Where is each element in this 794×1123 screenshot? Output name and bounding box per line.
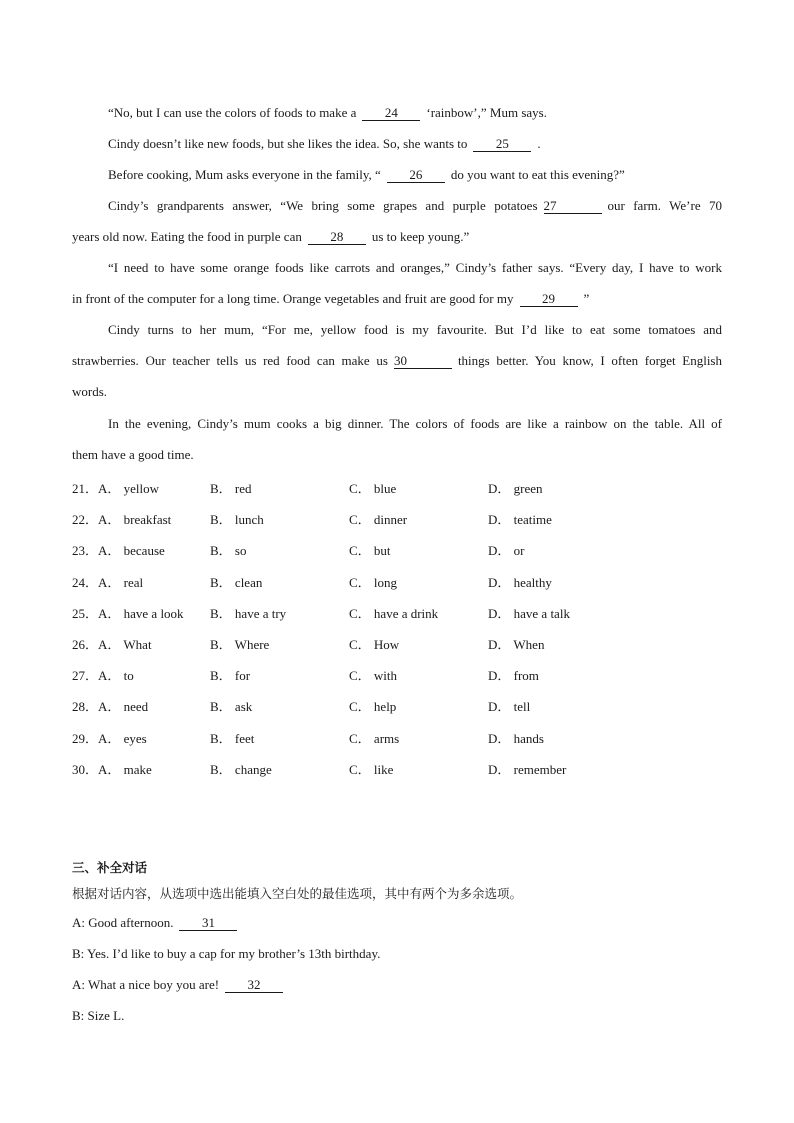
passage-text: us to keep young.” — [371, 229, 470, 244]
option-a[interactable]: 27．A． to — [72, 668, 134, 684]
option-c[interactable]: C． but — [349, 543, 391, 559]
option-a[interactable]: 23．A． because — [72, 543, 165, 559]
section-instruction: 根据对话内容，从选项中选出能填入空白处的最佳选项，其中有两个为多余选项。 — [72, 886, 523, 901]
option-a[interactable]: 28．A． need — [72, 699, 149, 715]
passage-text: Cindy turns to her mum, “For me, yellow food is my favourite. But I’d like to eat some tomatoes and — [108, 322, 722, 337]
option-c[interactable]: C． have a drink — [349, 605, 439, 621]
option-a[interactable]: 25．A． have a look — [72, 605, 184, 621]
dialogue-text: B: Size L. — [72, 1008, 125, 1023]
option-b[interactable]: B． for — [210, 668, 251, 684]
passage-text: “No, but I can use the colors of foods to make a — [108, 105, 357, 120]
option-b[interactable]: B． so — [210, 543, 247, 559]
passage-paragraph-3 — [72, 159, 722, 190]
option-d[interactable]: D． from — [488, 668, 539, 684]
option-d[interactable]: D． remember — [488, 761, 567, 777]
section-title: 三、补全对话 — [72, 860, 148, 875]
passage-text: strawberries. Our teacher tells us red food can make us — [72, 353, 388, 368]
option-d[interactable]: D． or — [488, 543, 525, 559]
dialogue-text: A: Good afternoon. — [72, 915, 174, 930]
blank-26[interactable]: 26 — [387, 167, 445, 183]
passage-paragraph-7 — [72, 408, 722, 470]
dialogue-text: A: What a nice boy you are! — [72, 977, 220, 992]
option-d[interactable]: D． green — [488, 481, 543, 496]
passage-text: In the evening, Cindy’s mum cooks a big dinner. The colors of foods are like a rainbow on the table. All of — [108, 416, 722, 431]
passage-paragraph-5 — [72, 252, 722, 314]
option-b[interactable]: B． have a try — [210, 605, 287, 621]
option-a[interactable]: 29．A． eyes — [72, 730, 147, 746]
passage-text: in front of the computer for a long time. Orange vegetables and fruit are good for my — [72, 291, 514, 306]
blank-32[interactable]: 32 — [225, 977, 283, 993]
passage-paragraph-6 — [72, 314, 722, 407]
passage-text: Cindy doesn’t like new foods, but she likes the idea. So, she wants to — [108, 136, 468, 151]
passage-text: ‘rainbow’,” Mum says. — [426, 105, 547, 120]
passage-text: . — [537, 136, 541, 151]
blank-28[interactable]: 28 — [308, 229, 366, 245]
option-c[interactable]: C． blue — [349, 481, 397, 496]
passage-text: Cindy’s grandparents answer, “We bring some grapes and purple potatoes — [108, 198, 538, 213]
passage-text: do you want to eat this evening?” — [450, 167, 625, 182]
blank-25[interactable]: 25 — [473, 136, 531, 152]
option-b[interactable]: B． Where — [210, 636, 270, 652]
blank-27[interactable]: 27 — [544, 198, 602, 214]
option-a[interactable]: 30．A． make — [72, 761, 152, 777]
option-b[interactable]: B． change — [210, 761, 272, 777]
option-d[interactable]: D． hands — [488, 730, 544, 746]
passage-text: them have a good time. — [72, 447, 194, 462]
option-c[interactable]: C． How — [349, 636, 400, 652]
blank-29[interactable]: 29 — [520, 291, 578, 307]
passage-text: years old now. Eating the food in purple can — [72, 229, 302, 244]
dialogue-line — [72, 946, 380, 962]
blank-24[interactable]: 24 — [362, 105, 420, 121]
option-b[interactable]: B． feet — [210, 730, 255, 746]
passage-text: our farm. We’re 70 — [607, 198, 722, 213]
option-c[interactable]: C． arms — [349, 730, 400, 746]
option-c[interactable]: C． with — [349, 668, 398, 684]
dialogue-line — [72, 915, 243, 931]
dialogue-text: B: Yes. I’d like to buy a cap for my brother’s 13th birthday. — [72, 946, 381, 961]
passage-paragraph-4 — [72, 190, 722, 252]
passage-text: “I need to have some orange foods like carrots and oranges,” Cindy’s father says. “Every day, I have to work — [108, 260, 722, 275]
option-d[interactable]: D． healthy — [488, 574, 552, 590]
passage-paragraph-2 — [72, 128, 722, 159]
option-c[interactable]: C． help — [349, 699, 397, 715]
option-c[interactable]: C． long — [349, 574, 398, 590]
option-d[interactable]: D． teatime — [488, 512, 552, 528]
passage-text: words. — [72, 384, 108, 399]
passage-text: things better. You know, I often forget English — [457, 353, 722, 368]
passage-paragraph-1 — [72, 97, 722, 128]
option-d[interactable]: D． tell — [488, 699, 531, 715]
option-a[interactable]: 21．A． yellow — [72, 481, 160, 496]
option-d[interactable]: D． have a talk — [488, 605, 570, 621]
option-a[interactable]: 22．A． breakfast — [72, 512, 172, 528]
option-c[interactable]: C． dinner — [349, 512, 408, 528]
option-b[interactable]: B． red — [210, 481, 252, 496]
dialogue-line — [72, 1008, 124, 1024]
dialogue-line — [72, 977, 289, 993]
option-b[interactable]: B． clean — [210, 574, 263, 590]
option-a[interactable]: 24．A． real — [72, 574, 144, 590]
blank-31[interactable]: 31 — [179, 915, 237, 931]
blank-30[interactable]: 30 — [394, 353, 452, 369]
option-a[interactable]: 26．A． What — [72, 636, 152, 652]
passage-text: Before cooking, Mum asks everyone in the family, “ — [108, 167, 381, 182]
option-b[interactable]: B． lunch — [210, 512, 264, 528]
option-b[interactable]: B． ask — [210, 699, 253, 715]
option-d[interactable]: D． When — [488, 636, 545, 652]
option-c[interactable]: C． like — [349, 761, 394, 777]
passage-text: ” — [583, 291, 590, 306]
